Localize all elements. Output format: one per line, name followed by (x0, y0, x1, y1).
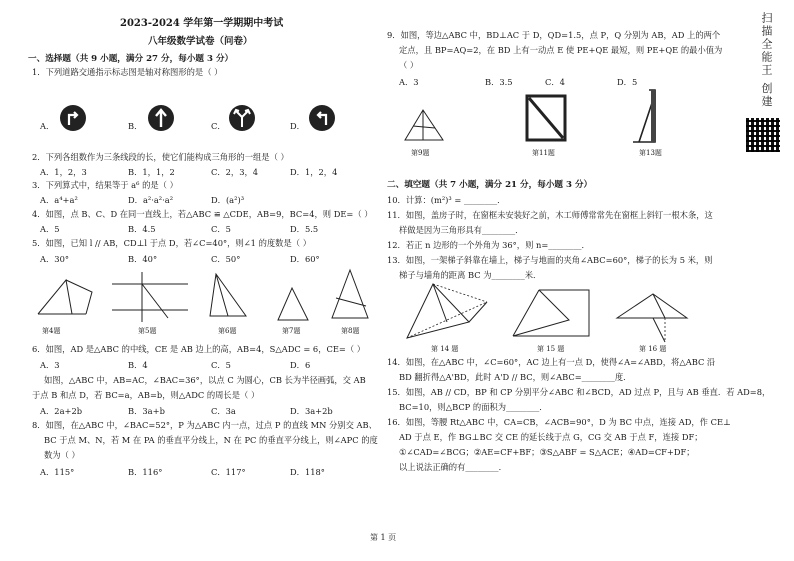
question-16-line4: 以上说法正确的有________． (399, 462, 507, 472)
page-number: 第 1 页 (370, 533, 397, 542)
q3-option-b: D．a²·a²·a² (128, 195, 174, 205)
q2-option-b: B．1，1，2 (128, 167, 175, 177)
q4-option-a: A．5 (40, 224, 60, 234)
caption-q8: 第8题 (341, 327, 360, 335)
question-8-line1: 8．如图，在△ABC 中，∠BAC=52°，P 为△ABC 内一点，过点 P 的直线 MN 分别交 AB、 (32, 420, 377, 430)
question-2: 2．下列各组数作为三条线段的长，使它们能构成三角形的一组是（ ） (32, 152, 289, 162)
caption-q4: 第4题 (42, 327, 61, 335)
section-choice-heading: 一、选择题（共 9 小题，满分 27 分，每小题 3 分） (28, 54, 234, 64)
question-7-line1: 如图，△ABC 中，AB=AC，∠BAC=36°，以点 C 为圆心，CB 长为半径画弧，交 AB (44, 375, 366, 385)
q8-option-c: C．117° (211, 467, 246, 477)
question-8-line2: BC 于点 M、N，若 M 在 PA 的垂直平分线上，N 在 PC 的垂直平分线上，则∠APC 的度 (44, 435, 378, 445)
caption-q15: 第 15 题 (537, 345, 565, 353)
caption-q11: 第11题 (532, 149, 555, 157)
q8-option-a: A．115° (40, 467, 75, 477)
q4-option-b: B．4.5 (128, 224, 156, 234)
question-15-line1: 15．如图，AB // CD，BP 和 CP 分别平分∠ABC 和∠BCD，AD 过点 P，且与 AB 垂直．若 AD=8， (387, 387, 771, 397)
question-11-line1: 11．如图，盖房子时，在窗框未安装好之前，木工师傅常常先在窗框上斜钉一根木条，这 (387, 210, 713, 220)
question-6: 6．如图，AD 是△ABC 的中线，CE 是 AB 边上的高，AB=4，S△ADC = 6，CE=（ ） (32, 344, 366, 354)
q2-option-a: A．1，2，3 (40, 167, 87, 177)
q4-option-c: C．5 (211, 224, 231, 234)
q3-option-a: A．a⁴+a² (40, 195, 78, 205)
q5-option-b: B．40° (128, 254, 158, 264)
q7-option-d: D．3a+2b (290, 406, 333, 416)
caption-q5: 第5题 (138, 327, 157, 335)
caption-q13: 第13题 (639, 149, 662, 157)
split-arrow-sign-icon (227, 103, 257, 133)
q1-option-b: B． (128, 121, 143, 131)
question-16-line3: ①∠CAD=∠BCG；②AE=CF+BF；③S△ABF = S△ACE；④AD=CF+DF； (399, 447, 695, 457)
figure-q8 (328, 268, 372, 324)
figure-q4 (36, 272, 96, 324)
q4-option-d: D．5.5 (290, 224, 319, 234)
q1-option-a: A． (40, 121, 55, 131)
scanner-watermark (744, 6, 786, 186)
question-5: 5．如图，已知 l // AB，CD⊥l 于点 D，若∠C=40°，则∠1 的度数是（ ） (32, 238, 312, 248)
question-4: 4．如图，点 B、C、D 在同一直线上，若△ABC ≌ △CDE，AB=9，BC=4，则 DE=（ ） (32, 209, 373, 219)
caption-q9: 第9题 (411, 149, 430, 157)
question-16-line2: AD 于点 E，作 BG⊥BC 交 CE 的延长线于点 G，CG 交 AB 于点 F，连接 DF； (399, 432, 703, 442)
figure-q14 (403, 282, 491, 342)
question-8-line3: 数为（ ） (44, 450, 80, 460)
question-3: 3．下列算式中，结果等于 a⁶ 的是（ ） (32, 180, 178, 190)
q7-option-b: B．3a+b (128, 406, 165, 416)
question-14-line1: 14．如图，在△ABC 中，∠C=60°，AC 边上有一点 D，使得∠A=∠ABD，将△ABC 沿 (387, 357, 716, 367)
figure-q9 (403, 106, 449, 142)
q6-option-a: A．3 (40, 360, 60, 370)
q3-option-c: D．(a²)³ (211, 195, 245, 205)
straight-arrow-sign-icon (146, 103, 176, 133)
question-1: 1．下列道路交通指示标志图是轴对称图形的是（ ） (32, 67, 223, 77)
question-13-line1: 13．如图，一架梯子斜靠在墙上，梯子与地面的夹角∠ABC=60°，梯子的长为 5 米，则 (387, 255, 713, 265)
section-fill-heading: 二、填空题（共 7 小题，满分 21 分，每小题 3 分） (387, 180, 593, 190)
question-9-line1: 9．如图，等边△ABC 中，BD⊥AC 于 D，QD=1.5，点 P，Q 分别为 AB，AD 上的两个 (387, 30, 721, 40)
question-9-line3: （ ） (399, 60, 419, 70)
caption-q7: 第7题 (282, 327, 301, 335)
figure-q7 (272, 284, 312, 324)
figure-q15 (509, 288, 595, 340)
exam-subtitle: 八年级数学试卷（问卷） (148, 36, 253, 47)
q6-option-d: D．6 (290, 360, 311, 370)
question-7-line2: 于点 B 和点 D，若 BC=a，AB=b，则△ADC 的周长是（ ） (32, 390, 260, 400)
q7-option-c: C．3a (211, 406, 236, 416)
q5-option-a: A．30° (40, 254, 69, 264)
q9-option-a: A．3 (399, 77, 419, 87)
q6-option-c: C．5 (211, 360, 231, 370)
figure-q13 (629, 88, 669, 146)
q1-option-c: C． (211, 121, 226, 131)
q6-option-b: B．4 (128, 360, 148, 370)
q2-option-c: C．2，3，4 (211, 167, 259, 177)
q2-option-d: D．1，2，4 (290, 167, 338, 177)
question-15-line2: BC=10，则△BCP 的面积为________． (399, 402, 548, 412)
qr-code-icon (746, 118, 780, 152)
question-14-line2: BD 翻折得△A'BD，此时 A'D // BC，则∠ABC=________度． (399, 372, 632, 382)
figure-q11 (523, 92, 569, 144)
figure-q6 (206, 272, 256, 324)
q9-option-b: B．3.5 (485, 77, 513, 87)
question-12: 12．若正 n 边形的一个外角为 36°，则 n=________． (387, 240, 590, 250)
question-16-line1: 16．如图，等腰 Rt△ABC 中，CA=CB，∠ACB=90°，D 为 BC 中点，连接 AD，作 CE⊥ (387, 417, 731, 427)
caption-q14: 第 14 题 (431, 345, 459, 353)
q1-option-d: D． (290, 121, 305, 131)
q9-option-d: D．5 (617, 77, 638, 87)
q9-option-c: C．4 (545, 77, 565, 87)
q8-option-b: B．116° (128, 467, 163, 477)
question-11-line2: 样做是因为三角形具有________． (399, 225, 524, 235)
q8-option-d: D．118° (290, 467, 325, 477)
turn-right-sign-icon (58, 103, 88, 133)
scanner-brand-text: 扫描全能王 创建 (760, 12, 773, 109)
figure-q5 (110, 270, 190, 324)
question-13-line2: 梯子与墙角的距离 BC 为________米． (399, 270, 542, 280)
q7-option-a: A．2a+2b (40, 406, 83, 416)
caption-q16: 第 16 题 (639, 345, 667, 353)
caption-q6: 第6题 (218, 327, 237, 335)
exam-title: 2023-2024 学年第一学期期中考试 (120, 18, 284, 29)
question-9-line2: 定点，且 BP=AQ=2，在 BD 上有一动点 E 使 PE+QE 最短，则 PE+QE 的最小值为 (399, 45, 723, 55)
q5-option-d: D．60° (290, 254, 320, 264)
turn-left-sign-icon (307, 103, 337, 133)
question-10: 10．计算：(m²)³ = ________． (387, 195, 506, 205)
q5-option-c: C．50° (211, 254, 241, 264)
figure-q16 (613, 292, 691, 344)
